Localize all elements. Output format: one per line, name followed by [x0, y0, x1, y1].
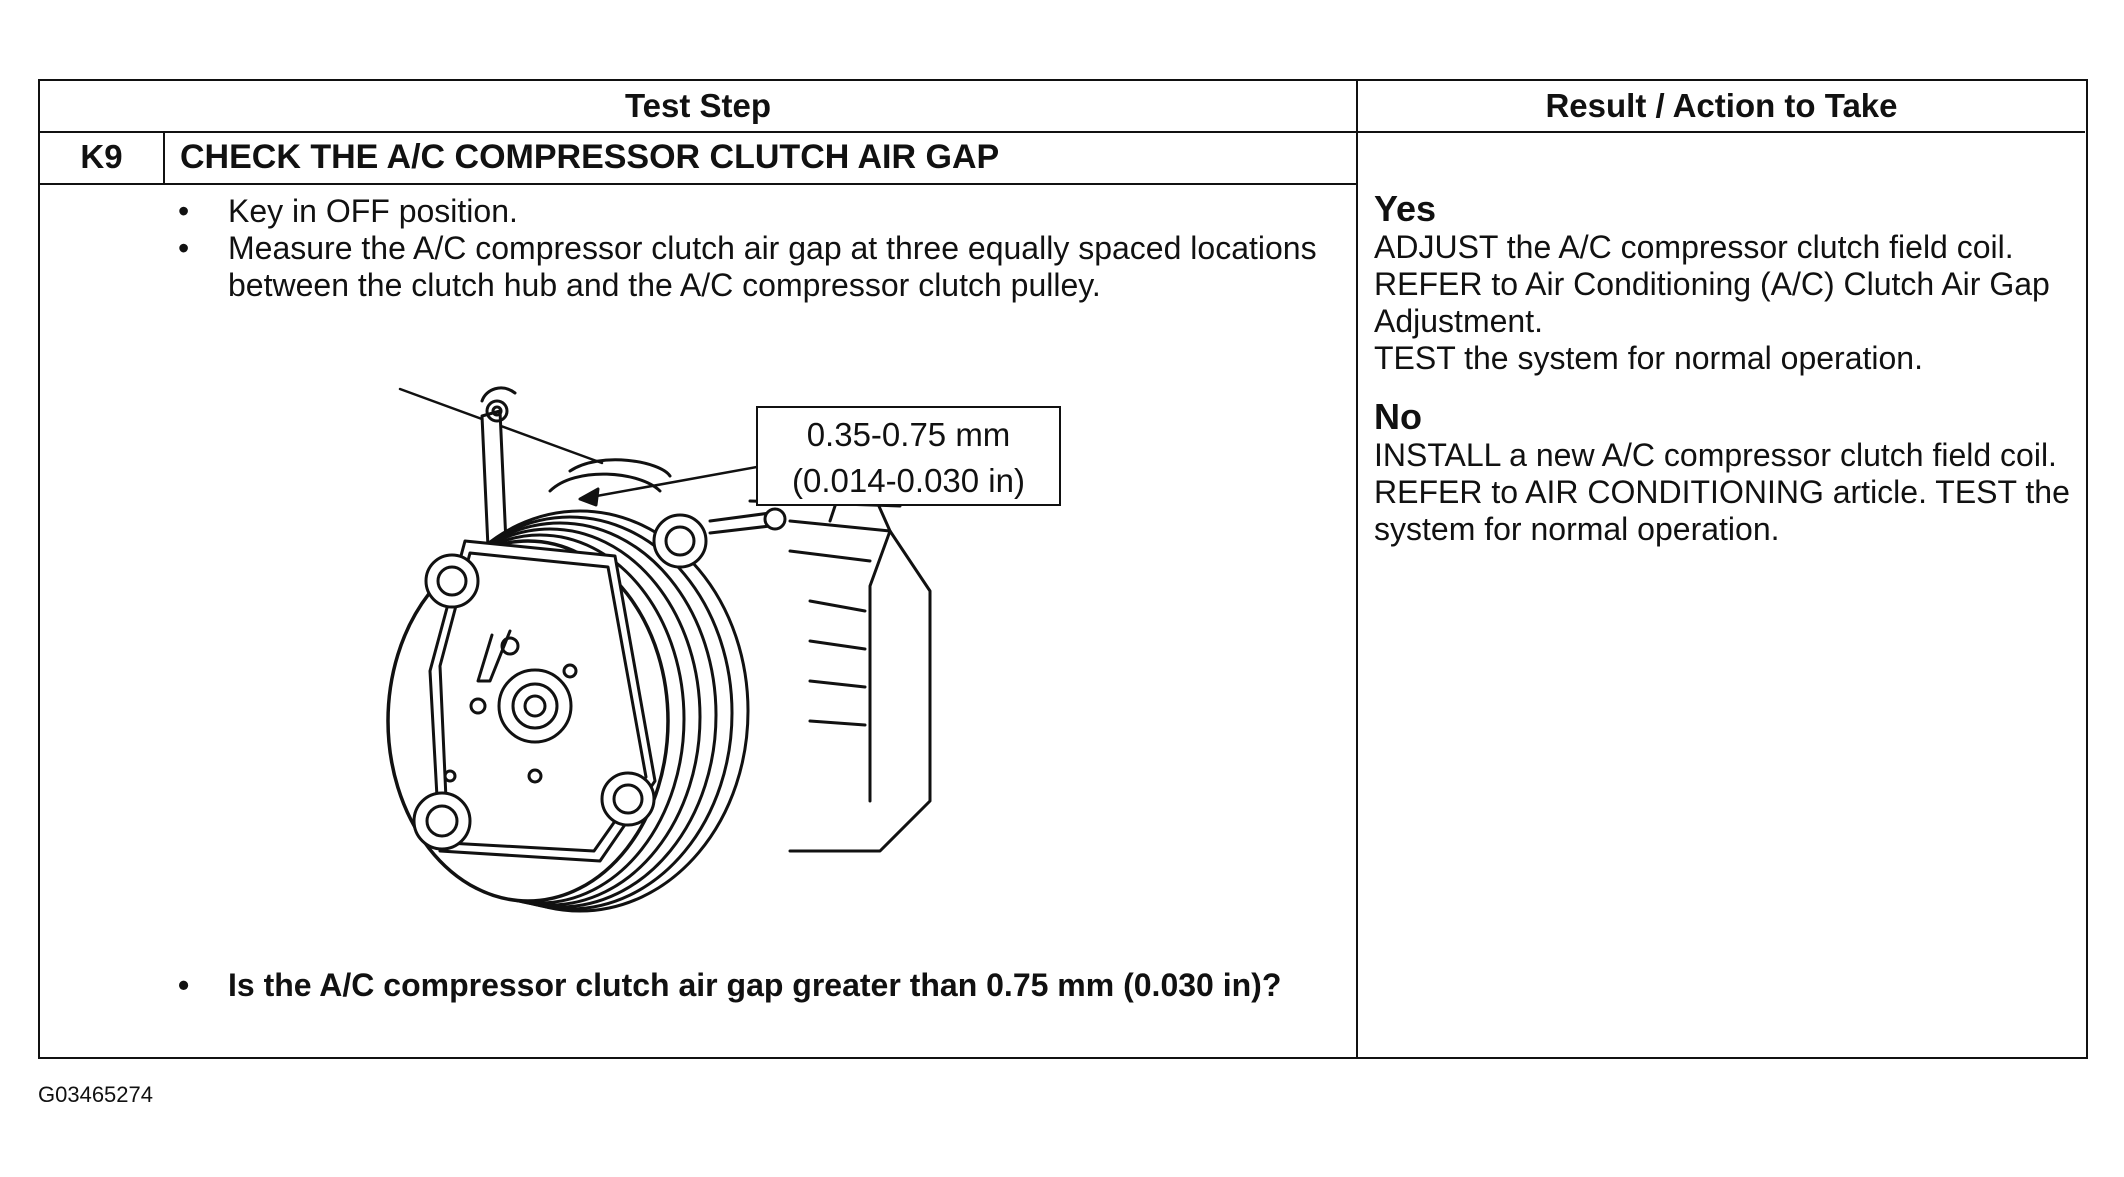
- question-item: • Is the A/C compressor clutch air gap greater than 0.75 mm (0.030 in)?: [170, 967, 1320, 1004]
- instruction-list: [170, 193, 1320, 304]
- question-list: [170, 967, 1320, 1004]
- step-title-divider: [40, 183, 1356, 185]
- no-label: No: [1374, 396, 1422, 437]
- header-result: Result / Action to Take: [1545, 87, 1898, 124]
- step-id-divider: [163, 131, 165, 183]
- diagnostic-table: [38, 79, 2088, 1059]
- figure-id: G03465274: [38, 1082, 153, 1107]
- no-action: INSTALL a new A/C compressor clutch field coil. REFER to AIR CONDITIONING article. TEST the system for normal operation.: [1374, 437, 2070, 547]
- column-divider: [1356, 81, 1358, 1057]
- result-column: [1374, 189, 2074, 548]
- spec-metric: 0.35-0.75 mm: [806, 416, 1011, 453]
- step-id: K9: [80, 138, 123, 175]
- yes-action: ADJUST the A/C compressor clutch field coil. REFER to Air Conditioning (A/C) Clutch Air Gap Adjustment.: [1374, 229, 2050, 339]
- instruction-item: • Measure the A/C compressor clutch air gap at three equally spaced locations between the clutch hub and the A/C compressor clutch pulley.: [170, 230, 1320, 304]
- step-title: CHECK THE A/C COMPRESSOR CLUTCH AIR GAP: [180, 138, 1000, 176]
- header-test-step: Test Step: [624, 87, 772, 124]
- yes-label: Yes: [1374, 188, 1437, 229]
- air-gap-spec-callout: [756, 406, 1061, 506]
- yes-action-test: TEST the system for normal operation.: [1374, 340, 1923, 376]
- spec-imperial: (0.014-0.030 in): [792, 462, 1025, 499]
- instruction-item: • Key in OFF position.: [170, 193, 1320, 230]
